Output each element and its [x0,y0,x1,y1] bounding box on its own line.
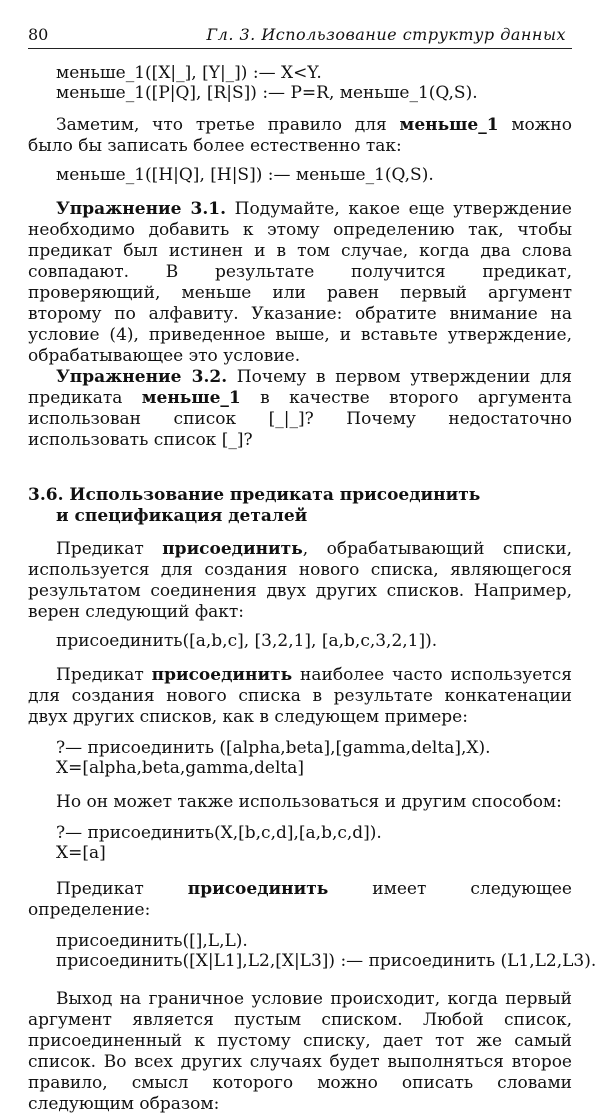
exercise-text: в качестве второго аргумента использован список [_|_]? Почему недостаточно использовать список [_]? [28,388,573,450]
exercise-label: Упражнение 3.1. [56,199,227,219]
term-bold: присоединить [162,539,303,559]
term-bold: меньше_1 [399,115,499,135]
text-run: Предикат [56,665,152,685]
text-run: можно было бы записать более естественно так: [28,115,572,156]
text-run: Заметим, что третье правило для [56,115,400,135]
paragraph-other-usage [28,792,572,813]
paragraph-boundary-condition [28,989,572,1115]
section-heading-line2: и спецификация деталей [56,506,308,526]
exercise-3-2 [28,367,572,451]
code-line: меньше_1([P|Q], [R|S]) :— P=R, меньше_1(Q,S). [56,83,478,103]
term-bold: присоединить [187,879,329,899]
code-line: ?— присоединить(X,[b,c,d],[a,b,c,d]). [56,823,382,843]
text-run: , обрабатывающий списки, используется для создания нового списка, являющегося результатом соединения двух других списков. Например, верен следующий факт: [28,539,572,622]
running-title: Гл. 3. Использование структур данных [206,25,566,44]
text-run: наиболее часто используется для создания нового списка в результате конкатенации двух других списков, как в следующем примере: [28,665,572,727]
code-line: меньше_1([H|Q], [H|S]) :— меньше_1(Q,S). [56,165,434,185]
code-line: ?— присоединить ([alpha,beta],[gamma,delta],X). [56,738,491,758]
code-line: присоединить([a,b,c], [3,2,1], [a,b,c,3,2,1]). [56,631,438,651]
code-line: X=[alpha,beta,gamma,delta] [56,758,305,778]
code-block-split-query [56,823,572,863]
text-run: Предикат [56,539,163,559]
code-block-append-fact [56,631,572,651]
code-line: X=[a] [56,843,106,863]
text-run: Но он может также использоваться и другим способом: [56,792,562,812]
text-run: имеет следующее определение: [28,879,572,920]
exercise-3-1 [28,199,572,367]
text-run: Выход на граничное условие происходит, когда первый аргумент является пустым списком. Любой список, присоединенный к пустому списку, дает тот же самый список. Во всех других случаях будет выполняться второе правило, смысл которого можно описать словами следующим образом: [28,989,572,1114]
code-block-append-rules [56,931,597,971]
code-line: присоединить([],L,L). [56,931,248,951]
section-heading [28,485,572,527]
paragraph-third-rule [28,115,572,157]
term-bold: меньше_1 [141,388,241,408]
exercise-label: Упражнение 3.2. [56,367,228,387]
code-block-less-rules [56,63,572,103]
term-bold: присоединить [151,665,293,685]
exercise-text: Почему в первом утверждении для предиката [28,367,572,408]
exercise-text: Подумайте, какое еще утверждение необходимо добавить к этому определению так, чтобы предикат был истинен и в том случае, когда два слова совпадают. В результате получится предикат, проверяющий, меньше или равен первый аргумент второму по алфавиту. Указание: обратите внимание на условие (4), приведенное выше, и вставьте утверждение, обрабатывающее это условие. [28,199,572,366]
paragraph-append-intro [28,539,572,623]
code-block-concat-query [56,738,572,778]
text-run: Предикат [56,879,188,899]
page-header [28,25,572,49]
paragraph-append-usage [28,665,572,728]
code-line: меньше_1([X|_], [Y|_]) :— X<Y. [56,63,322,83]
paragraph-append-definition [28,879,572,921]
page-number: 80 [28,25,49,44]
code-block-natural-rule [56,165,572,185]
code-line: присоединить([X|L1],L2,[X|L3]) :— присоединить (L1,L2,L3). [56,951,597,971]
section-heading-line1: 3.6. Использование предиката присоединить [28,485,481,505]
